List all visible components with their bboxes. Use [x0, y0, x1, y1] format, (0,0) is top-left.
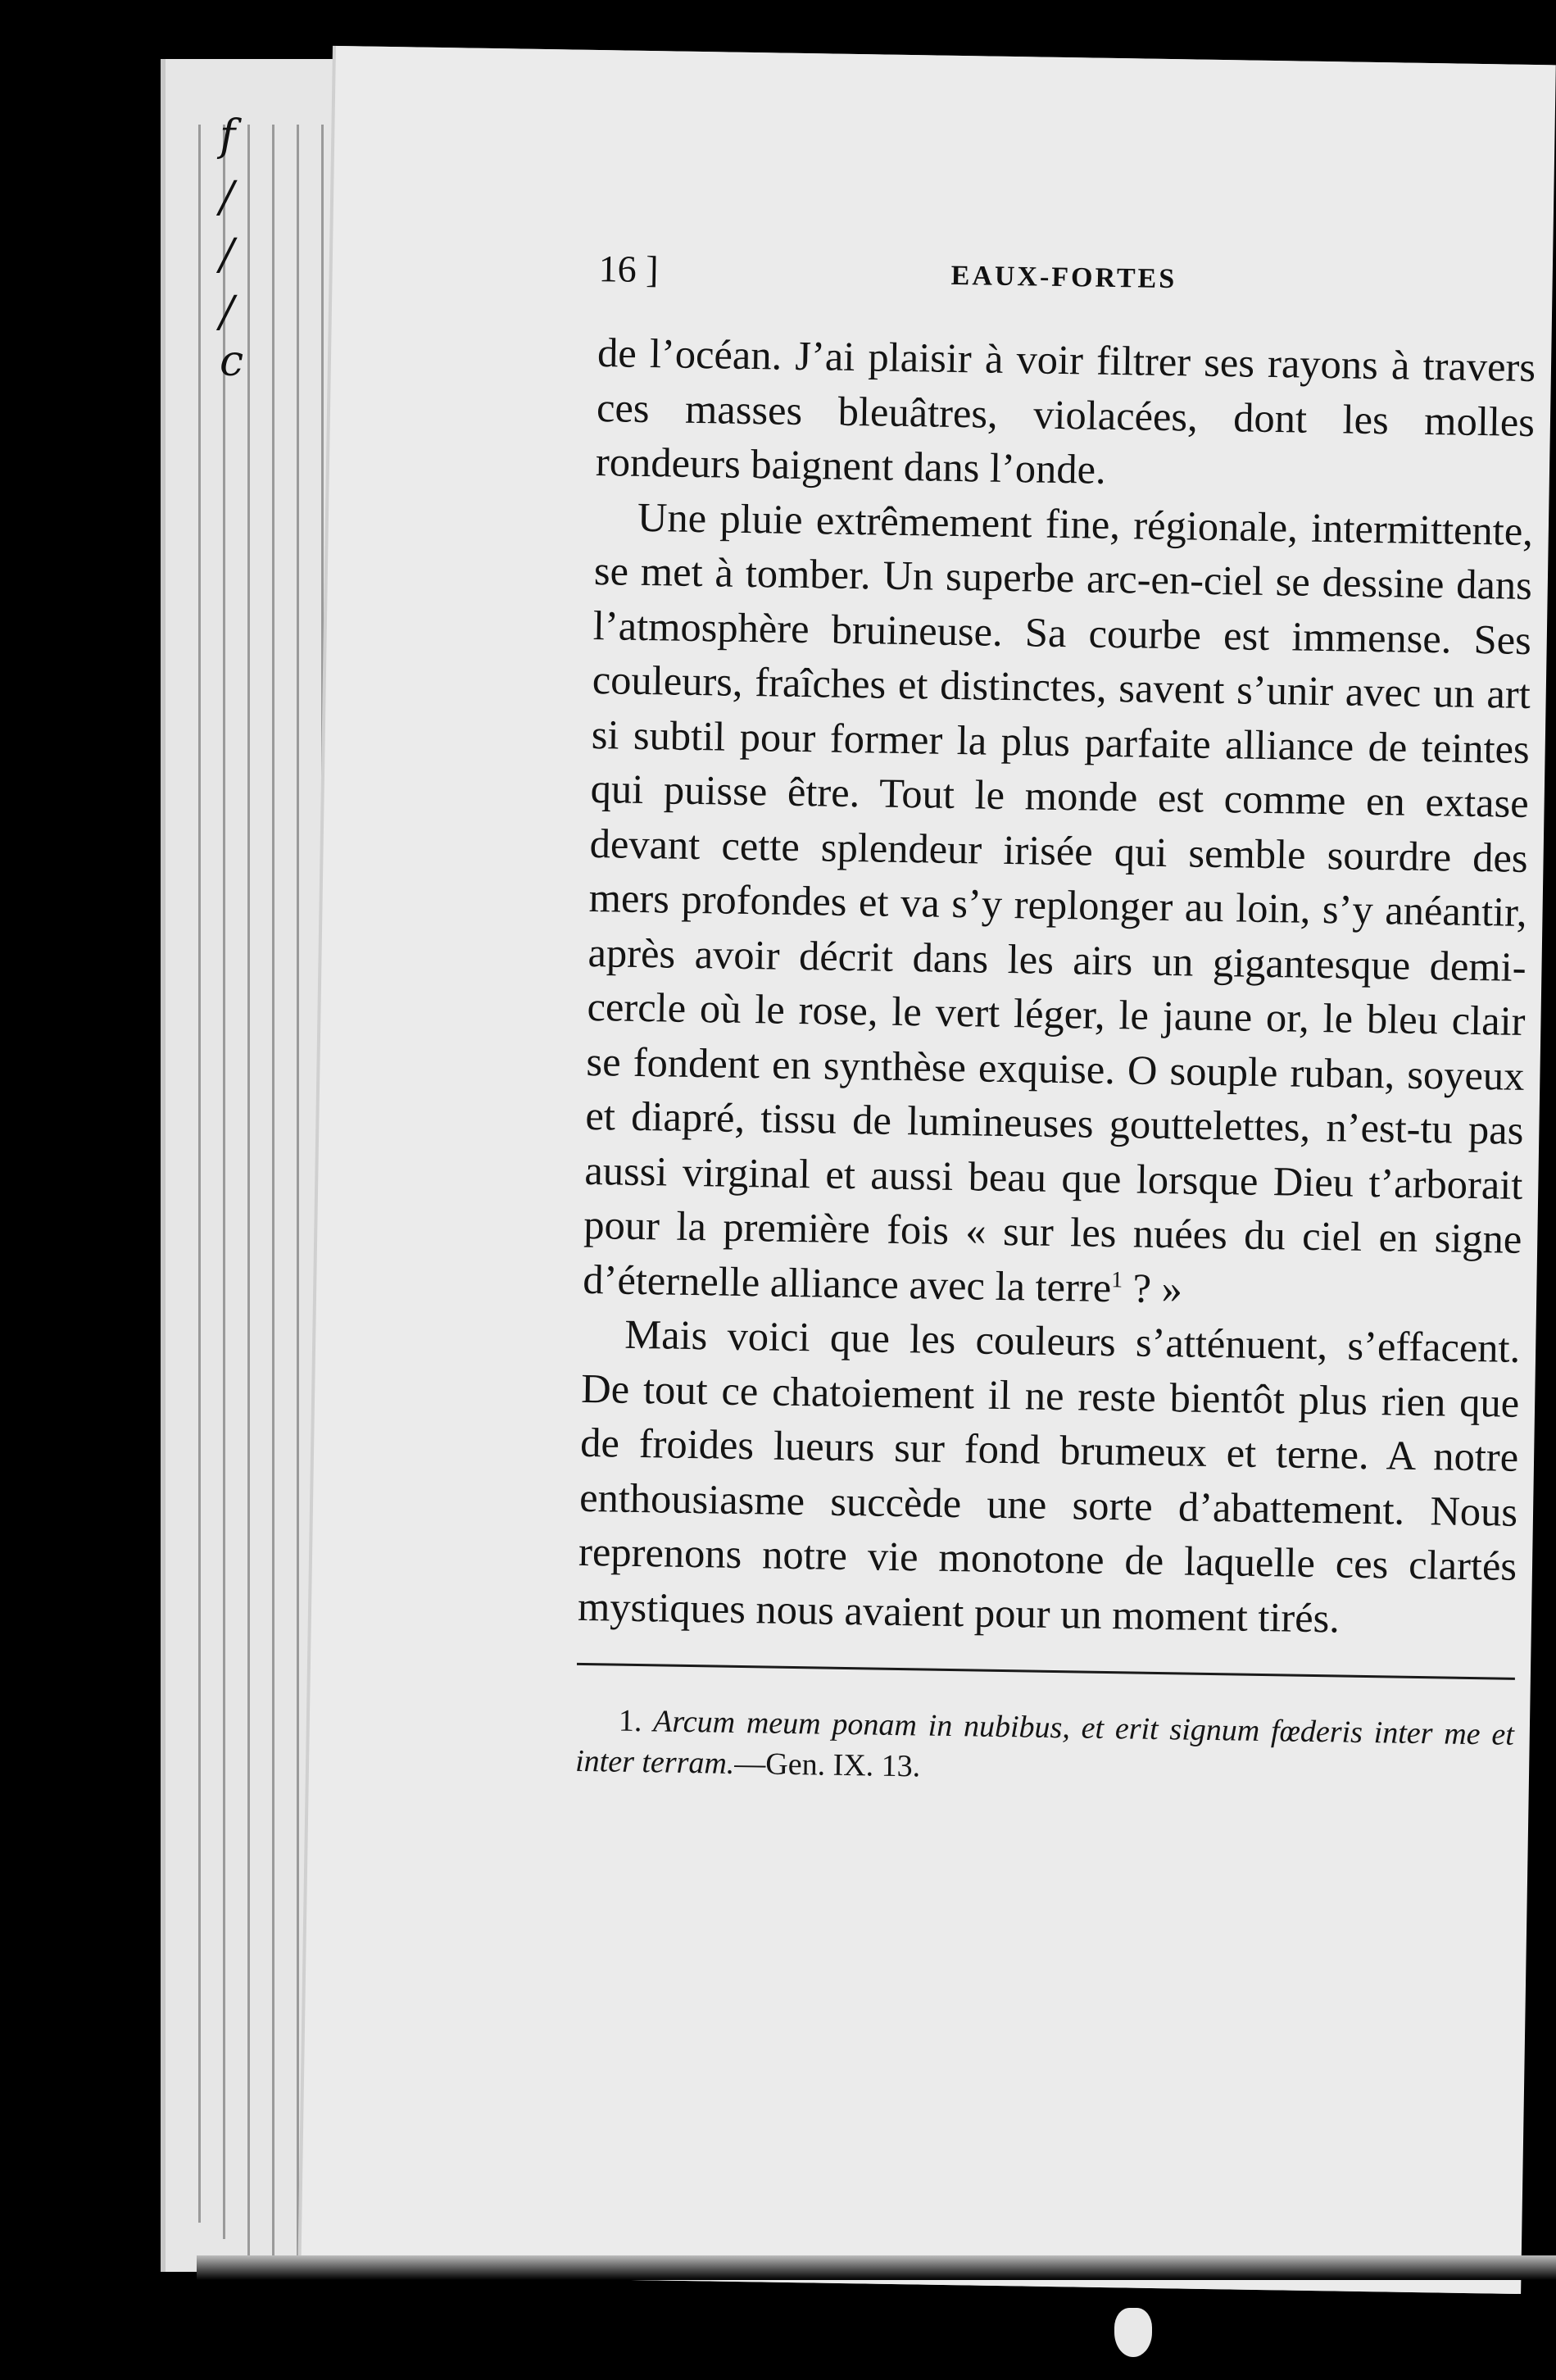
paragraph — [583, 489, 1534, 1321]
footnote-reference-text: —Gen. IX. 13. — [734, 1746, 921, 1784]
page-edge-line — [198, 125, 201, 2223]
running-head — [598, 247, 1500, 310]
paragraph: de l’océan. J’ai plaisir à voir filtrer ses rayons à travers ces masses bleuâtres, violacées, dont les molles rondeurs baignent dans l’onde. — [595, 329, 1536, 493]
page-edge-line — [272, 125, 274, 2264]
margin-mark: f — [220, 111, 236, 161]
margin-mark: / — [220, 288, 234, 337]
paragraph-text-end: ? » — [1122, 1264, 1183, 1311]
page-edge-line — [297, 125, 299, 2272]
footnote — [575, 1700, 1514, 1796]
margin-mark: / — [220, 230, 234, 279]
footnote-latin-text: Arcum meum ponam in nubibus, et erit signum fœderis inter me et inter terram. — [574, 1704, 1515, 1781]
page-number: 16 ] — [598, 248, 659, 291]
footnote-divider — [577, 1663, 1515, 1680]
running-head-title: EAUX-FORTES — [950, 260, 1177, 295]
margin-mark: c — [220, 337, 244, 386]
scan-blemish — [1114, 2308, 1152, 2357]
paragraph-text: Une pluie extrêmement fine, régionale, intermittente, se met à tomber. Un superbe arc-en-ciel se dessine dans l’atmosphère bruineuse. Sa courbe est immense. Ses couleurs, fraîches et distinctes, savent s’unir avec un art si subtil pour former la plus parfaite alliance de teintes qui puisse être. Tout le monde est comme en extase devant cette splendeur irisée qui semble sourdre des mers profondes et va s’y replonger au loin, s’y anéantir, après avoir décrit dans les airs un gigantesque demi-cercle où le rose, le vert léger, le jaune or, le bleu clair se fondent en synthèse exquise. O souple ruban, soyeux et diapré, tissu de lumineuses gouttelettes, n’est-tu pas aussi virginal et aussi beau que lorsque Dieu t’arborait pour la première fois « sur les nuées du ciel en signe d’éternelle alliance avec la terre — [582, 493, 1534, 1310]
footnote-reference: 1 — [1111, 1266, 1123, 1292]
page-bottom-shadow — [197, 2255, 1556, 2280]
footnote-number: 1. — [618, 1703, 642, 1739]
paragraph: Mais voici que les couleurs s’atténuent, s’effacent. De tout ce chatoiement il ne reste bientôt plus rien que de froides lueurs sur fond brumeux et terne. A notre enthousiasme succède une sorte d’abattement. Nous reprenons notre vie monotone de laquelle ces clartés mystiques nous avaient pour un moment tirés. — [577, 1310, 1521, 1641]
page-edge-line — [247, 125, 250, 2255]
book-page — [301, 46, 1556, 2294]
page-edge-line — [223, 125, 225, 2239]
body-text — [575, 325, 1536, 1796]
margin-mark: / — [220, 173, 234, 222]
